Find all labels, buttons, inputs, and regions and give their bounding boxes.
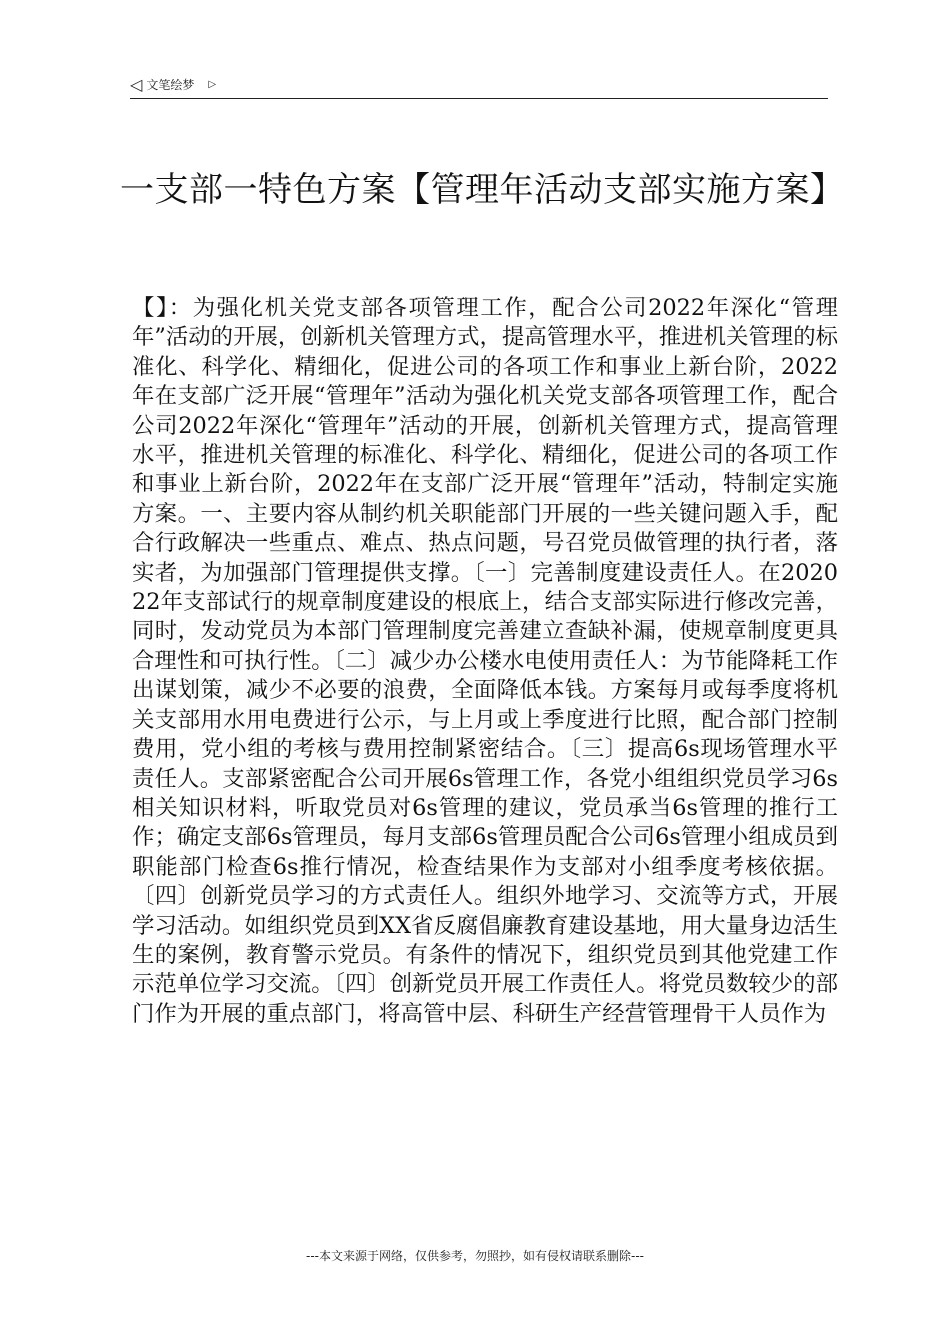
document-body: 【】：为强化机关党支部各项管理工作，配合公司2022年深化“管理年”活动的开展，创新机关管理方式，提高管理水平，推进机关管理的标准化、科学化、精细化，促进公司的各项工作和事业上新台阶，2022年在支部广泛开展“管理年”活动为强化机关党支部各项管理工作，配合公司2022年深化“管理年”活动的开展，创新机关管理方式，提高管理水平，推进机关管理的标准化、科学化、精细化，促进公司的各项工作和事业上新台阶，2022年在支部广泛开展“管理年”活动，特制定实施方案。一、主要内容从制约机关职能部门开展的一些关键问题入手，配合行政解决一些重点、难点、热点问题，号召党员做管理的执行者，落实者，为加强部门管理提供支撑。〔一〕完善制度建设责任人。在202022年支部试行的规章制度建设的根底上，结合支部实际进行修改完善，同时，发动党员为本部门管理制度完善建立查缺补漏，使规章制度更具合理性和可执行性。〔二〕减少办公楼水电使用责任人：为节能降耗工作出谋划策，减少不必要的浪费，全面降低本钱。方案每月或每季度将机关支部用水用电费进行公示，与上月或上季度进行比照，配合部门控制费用，党小组的考核与费用控制紧密结合。〔三〕提高6s现场管理水平责任人。支部紧密配合公司开展6s管理工作，各党小组组织党员学习6s相关知识材料，听取党员对6s管理的建议，党员承当6s管理的推行工作；确定支部6s管理员，每月支部6s管理员配合公司6s管理小组成员到职能部门检查6s推行情况，检查结果作为支部对小组季度考核依据。〔四〕创新党员学习的方式责任人。组织外地学习、交流等方式，开展学习活动。如组织党员到XX省反腐倡廉教育建设基地，用大量身边活生生的案例，教育警示党员。有条件的情况下，组织党员到其他党建工作示范单位学习交流。〔四〕创新党员开展工作责任人。将党员数较少的部门作为开展的重点部门，将高管中层、科研生产经营管理骨干人员作为 bbox=[132, 295, 838, 1027]
page-header bbox=[130, 74, 828, 99]
triangle-left-outline-icon: ◁ bbox=[130, 74, 143, 94]
triangle-right-outline-icon: ▷ bbox=[208, 78, 217, 90]
brand-name: 文笔绘梦 bbox=[146, 78, 195, 92]
document-title: 一支部一特色方案【管理年活动支部实施方案】 bbox=[120, 170, 845, 210]
header-brand bbox=[130, 76, 216, 93]
footer-notice: ---本文来源于网络，仅供参考，勿照抄，如有侵权请联系删除--- bbox=[306, 1249, 644, 1263]
